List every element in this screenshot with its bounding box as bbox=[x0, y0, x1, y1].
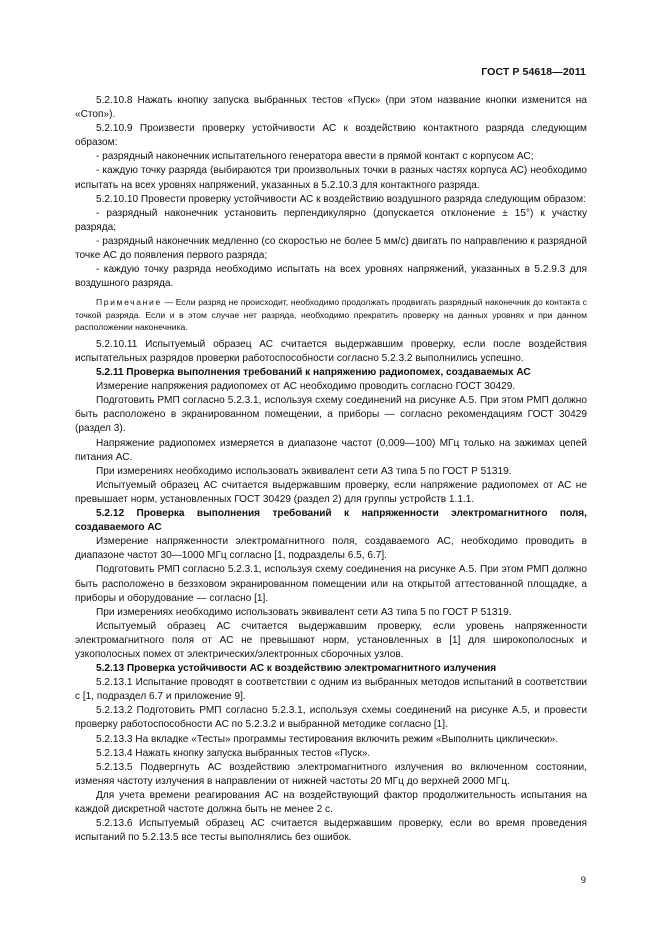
paragraph: 5.2.13.6 Испытуемый образец АС считается выдержавшим проверку, если во время проведения испытаний по 5.2.13.5 все тесты выполнялись без ошибок. bbox=[75, 818, 587, 844]
paragraph: Напряжение радиопомех измеряется в диапазоне частот (0,009—100) МГц только на зажимах цепей питания АС. bbox=[75, 437, 587, 463]
paragraph-5-2-10-11: 5.2.10.11 Испытуемый образец АС считается выдержавшим проверку, если после воздействия испытательных разрядов проверки работоспособности согласно 5.2.3.2 выполнились успешно. bbox=[75, 338, 587, 365]
document-header: ГОСТ Р 54618—2011 bbox=[481, 66, 586, 78]
paragraph: При измерениях необходимо использовать эквивалент сети А3 типа 5 по ГОСТ Р 51319. bbox=[96, 465, 512, 477]
paragraph: 5.2.13.4 Нажать кнопку запуска выбранных тестов «Пуск». bbox=[96, 747, 371, 759]
paragraph: Для учета времени реагирования АС на воздействующий фактор продолжительность испытания на каждой дискретной частоте должна быть не менее 2 с. bbox=[75, 789, 587, 816]
paragraph: 5.2.13.3 На вкладке «Тесты» программы тестирования включить режим «Выполнить циклически». bbox=[96, 733, 559, 745]
paragraph-5-2-10-8: 5.2.10.8 Нажать кнопку запуска выбранных тестов «Пуск» (при этом название кнопки изменится на «Стоп»). bbox=[75, 95, 587, 121]
list-item: - разрядный наконечник установить перпендикулярно (допускается отклонение ± 15°) к участку разряда; bbox=[75, 207, 587, 233]
paragraph: Измерение напряжения радиопомех от АС необходимо проводить согласно ГОСТ 30429. bbox=[96, 381, 516, 393]
list-item: - разрядный наконечник испытательного генератора ввести в прямой контакт с корпусом АС; bbox=[96, 151, 534, 163]
paragraph: Подготовить РМП согласно 5.2.3.1, используя схему соединений на рисунке А.5. При этом РМП должно быть расположено в экранированном помещении, а приборы — согласно рекомендациям ГОСТ 30429 (раздел 3). bbox=[75, 395, 587, 435]
list-item: - каждую точку разряда необходимо испытать на всех уровнях напряжений, указанных в 5.2.9.3 для воздушного разряда. bbox=[75, 264, 587, 290]
paragraph: Испытуемый образец АС считается выдержавшим проверку, если уровень напряженности электромагнитного поля от АС не превышают норм, установленных в [1] для широкополосных и узкополосных помех от электрических/электронных сборочных узлов. bbox=[75, 620, 587, 660]
paragraph: Подготовить РМП согласно 5.2.3.1, используя схему соединения на рисунке А.5. При этом РМП должно быть расположено в беззховом экранированном помещении или на открытой аттестованной площадке, а приборы и оборудование — согласно [1]. bbox=[75, 564, 587, 604]
note bbox=[75, 296, 587, 333]
document-body bbox=[75, 94, 587, 845]
note-text: — Если разряд не происходит, необходимо продолжать продвигать разрядный наконечник до контакта с точкой разряда. Если и в этом случае нет разряда, необходимо прекратить проверку на данных уровнях и при данном расположении наконечника. bbox=[75, 297, 587, 332]
list-item: - разрядный наконечник медленно (со скоростью не более 5 мм/с) двигать по направлению к разрядной точке АС до появления первого разряда; bbox=[75, 235, 587, 262]
list-item: - каждую точку разряда (выбираются три произвольных точки в разных частях корпуса АС) необходимо испытать на всех уровнях напряжений, указанных в 5.2.10.3 для контактного разряда. bbox=[75, 165, 587, 191]
paragraph: Измерение напряженности электромагнитного поля, создаваемого АС, необходимо проводить в диапазоне частот 30—1000 МГц согласно [1, подразделы 6.5, 6.7]. bbox=[75, 536, 587, 562]
paragraph-5-2-10-9: 5.2.10.9 Произвести проверку устойчивости АС к воздействию контактного разряда следующим образом: bbox=[75, 123, 587, 149]
paragraph-5-2-10-10: 5.2.10.10 Провести проверку устойчивости АС к воздействию воздушного разряда следующим образом: bbox=[96, 193, 586, 205]
section-heading-5-2-13: 5.2.13 Проверка устойчивости АС к воздействию электромагнитного излучения bbox=[96, 663, 497, 675]
paragraph: При измерениях необходимо использовать эквивалент сети А3 типа 5 по ГОСТ Р 51319. bbox=[96, 606, 512, 618]
section-heading-5-2-12: 5.2.12 Проверка выполнения требований к напряженности электромагнитного поля, создаваемого АС bbox=[75, 508, 587, 534]
page-number: 9 bbox=[580, 875, 586, 886]
paragraph: 5.2.13.5 Подвергнуть АС воздействию электромагнитного излучения во включенном состоянии, изменяя частоту излучения в направлении от нижней частоты 20 МГц до верхней 2000 МГц. bbox=[75, 761, 587, 787]
note-label: Примечание bbox=[96, 297, 162, 308]
paragraph: 5.2.13.2 Подготовить РМП согласно 5.2.3.1, используя схемы соединений на рисунке А.5, и провести проверку работоспособности АС по 5.2.3.2 и выбранной методике согласно [1]. bbox=[75, 705, 587, 731]
paragraph: Испытуемый образец АС считается выдержавшим проверку, если напряжение радиопомех от АС не превышает норм, установленных ГОСТ 30429 (раздел 2) для группы устройств 1.1.1. bbox=[75, 479, 587, 505]
section-heading-5-2-11: 5.2.11 Проверка выполнения требований к напряжению радиопомех, создаваемых АС bbox=[96, 367, 531, 379]
paragraph: 5.2.13.1 Испытание проводят в соответствии с одним из выбранных методов испытаний в соответствии с [1, подраздел 6.7 и приложение 9]. bbox=[75, 677, 587, 703]
